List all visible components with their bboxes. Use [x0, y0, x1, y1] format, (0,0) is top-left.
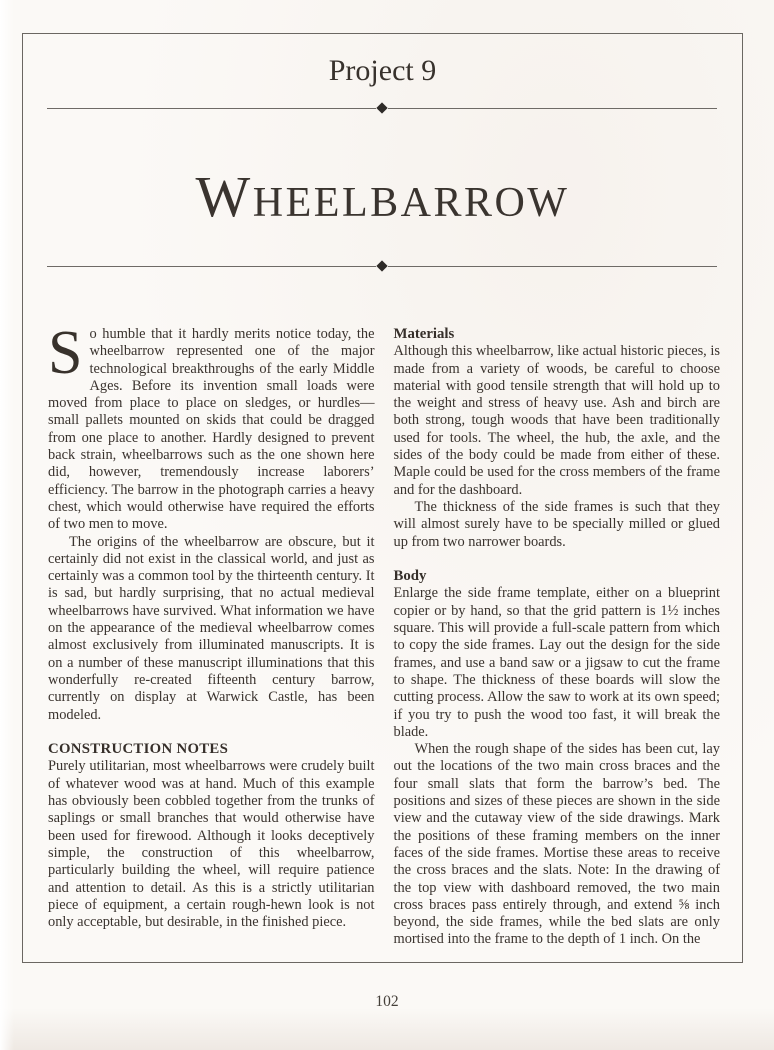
chapter-title-rest: HEELBARROW	[252, 180, 570, 226]
body-paragraph-1: Enlarge the side frame template, either on a blueprint copier or by hand, so that the grid pattern is 1½ inches square. This will provide a full-scale pattern from which to copy the side frames. Lay out the design for the side frames, and use a band saw or a jigsaw to cut the frame to shape. The thickness of these boards will slow the cutting process. Allow the saw to work at its own speed; if you try to push the wood too fast, it will break the blade.	[393, 585, 720, 740]
left-column	[48, 319, 375, 949]
origins-paragraph: The origins of the wheelbarrow are obscure, but it certainly did not exist in the classical world, and just as certainly was a common tool by the thirteenth century. It is sad, but hardly surprising, that no actual medieval wheelbarrows have survived. What information we have on the appearance of the medieval wheelbarrow comes almost exclusively from illuminated manuscripts. It is on a number of these manuscript illuminations that this wonderfully re-created fifteenth century barrow, currently on display at Warwick Castle, has been modeled.	[48, 533, 375, 723]
right-column	[394, 326, 721, 949]
body-heading: Body	[393, 568, 427, 585]
body-paragraph-2: When the rough shape of the sides has been cut, lay out the locations of the two main cross braces and the four small slats that form the barrow’s bed. The positions and sizes of these pieces are shown in the side view and the cutaway view of the side drawings. Mark the positions of these framing members on the inner faces of the side frames. Mortise these areas to receive the cross braces and the slats. Note: In the drawing of the top view with dashboard removed, the two main cross braces pass entirely through, and extend ⅝ inch beyond, the side frames, while the bed slats are only mortised into the frame to the depth of 1 inch. On the	[393, 741, 720, 948]
drop-cap: S	[48, 319, 83, 387]
chapter-title-initial: W	[195, 164, 253, 229]
construction-notes-heading: CONSTRUCTION NOTES	[48, 741, 229, 758]
page-frame	[22, 33, 743, 963]
intro-paragraph-text: o humble that it hardly merits notice today, the wheelbarrow represented one of the major technological breakthroughs of the early Middle Ages. Before its invention small loads were moved from place to place on sledges, or hurdles—small pallets mounted on skids that could be dragged from one place to another. Hardly designed to prevent back strain, wheelbarrows such as the one shown here did, however, tremendously increase laborers’ efficiency. The barrow in the photograph carries a heavy chest, which would otherwise have required the efforts of two men to move.	[48, 326, 375, 533]
project-label: Project 9	[328, 54, 437, 87]
materials-paragraph-1: Although this wheelbarrow, like actual historic pieces, is made from a variety of woods, be careful to choose material with good tensile strength that will hold up to the weight and stress of heavy use. Ash and birch are both strong, tough woods that have been traditionally used for tools. The wheel, the hub, the axle, and the sides of the body could be made from either of these. Maple could be used for the cross members of the frame and for the dashboard.	[393, 343, 720, 498]
page-number: 102	[375, 993, 399, 1010]
text-columns	[48, 319, 720, 949]
diamond-ornament-icon	[376, 102, 387, 113]
ornamental-rule-bottom	[47, 260, 717, 272]
rule-line	[388, 266, 717, 267]
rule-line	[47, 266, 376, 267]
materials-heading: Materials	[393, 326, 455, 342]
rule-line	[47, 108, 376, 109]
construction-notes-paragraph: Purely utilitarian, most wheelbarrows were crudely built of whatever wood was at hand. Much of this example has obviously been cobbled together from the trunks of saplings or small branches that would otherwise have been used for firewood. Although it looks deceptively simple, the construction of this wheelbarrow, particularly building the wheel, will require patience and attention to detail. As this is a strictly utilitarian piece of equipment, a certain rough-hewn look is not only acceptable, but desirable, in the finished piece.	[48, 758, 375, 931]
materials-paragraph-2: The thickness of the side frames is such that they will almost surely have to be specially milled or glued up from two narrower boards.	[393, 498, 720, 550]
ornamental-rule-top	[47, 102, 717, 114]
rule-line	[388, 108, 717, 109]
chapter-title	[23, 150, 742, 250]
intro-paragraph	[48, 319, 375, 534]
diamond-ornament-icon	[376, 260, 387, 271]
